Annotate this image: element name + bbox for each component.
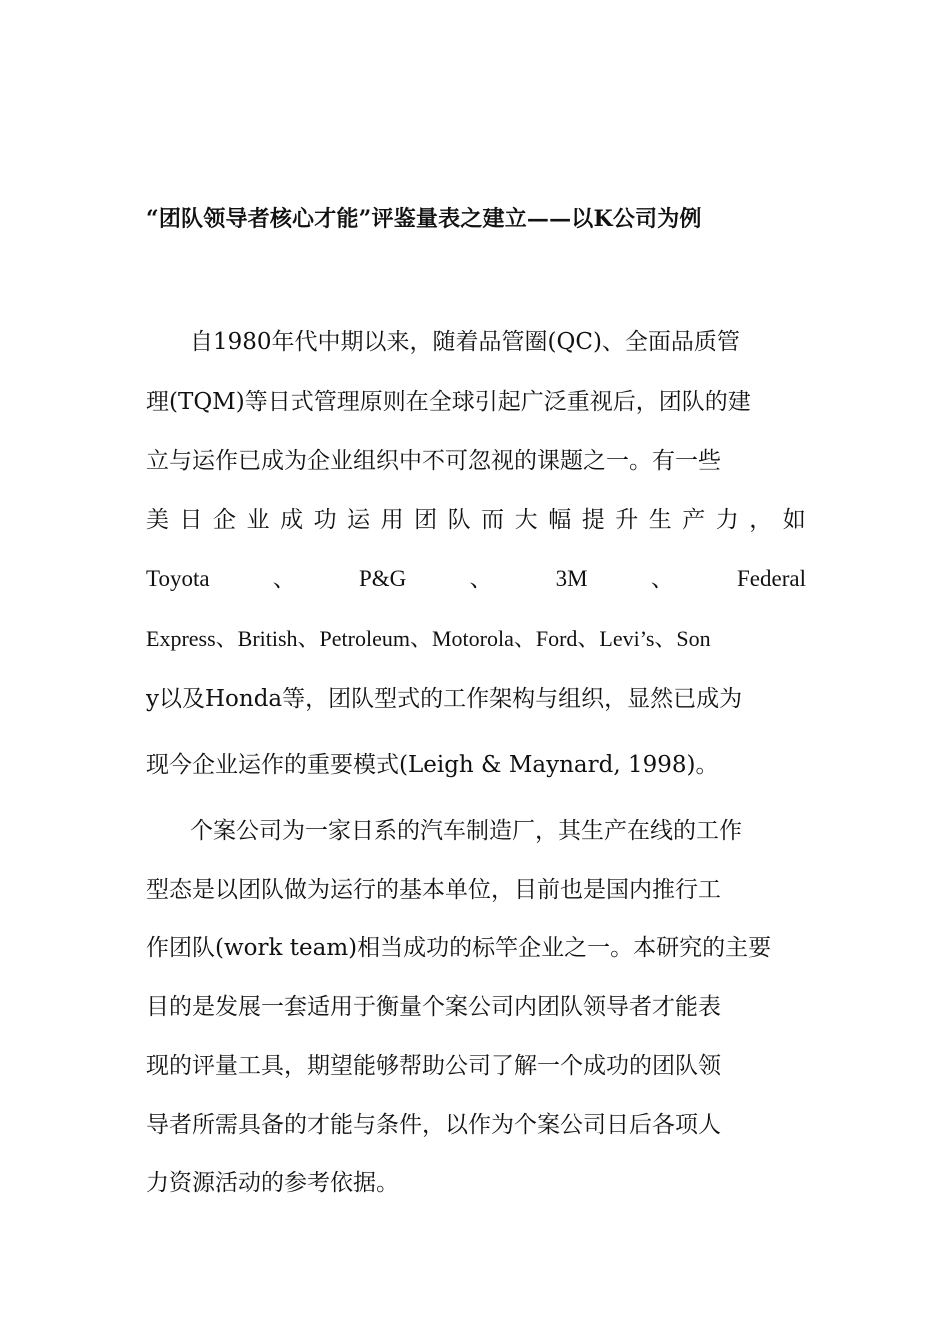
- justified-word: 日: [179, 507, 203, 533]
- justified-word: ，: [749, 507, 773, 533]
- justified-word: 力: [715, 507, 739, 533]
- justified-word: 业: [246, 507, 270, 533]
- justified-word: Federal: [737, 566, 806, 591]
- justified-word: 如: [782, 507, 806, 533]
- paragraph-line: 理(TQM)等日式管理原则在全球引起广泛重视后，团队的建: [146, 389, 751, 415]
- paragraph-line: 现的评量工具，期望能够帮助公司了解一个成功的团队领: [146, 1053, 721, 1079]
- justified-word: 产: [682, 507, 706, 533]
- paragraph-line: Express、British、Petroleum、Motorola、Ford、Levi’s、Son: [146, 626, 711, 651]
- paragraph-line: 自1980年代中期以来，随着品管圈(QC)、全面品质管: [190, 329, 740, 355]
- paragraph-line: y以及Honda等，团队型式的工作架构与组织，显然已成为: [146, 686, 743, 712]
- justified-word: 升: [615, 507, 639, 533]
- justified-word: 运: [347, 507, 371, 533]
- paragraph-line: 个案公司为一家日系的汽车制造厂，其生产在线的工作: [190, 818, 742, 844]
- document-title: “团队领导者核心才能”评鉴量表之建立——以K公司为例: [146, 206, 702, 232]
- paragraph-line: 力资源活动的参考依据。: [146, 1170, 399, 1196]
- justified-word: 幅: [548, 507, 572, 533]
- paragraph-line: 型态是以团队做为运行的基本单位，目前也是国内推行工: [146, 877, 721, 903]
- justified-word: 、: [469, 566, 493, 591]
- paragraph-line-justified: [146, 503, 806, 537]
- justified-word: P&G: [358, 566, 407, 591]
- justified-word: 3M: [555, 566, 588, 591]
- paragraph-line-justified: [146, 562, 806, 596]
- justified-word: 队: [447, 507, 471, 533]
- paragraph-line: 现今企业运作的重要模式(Leigh & Maynard, 1998)。: [146, 752, 719, 778]
- justified-word: 、: [272, 566, 296, 591]
- justified-word: 、: [650, 566, 674, 591]
- justified-word: Toyota: [146, 566, 210, 591]
- justified-word: 团: [414, 507, 438, 533]
- justified-word: 而: [481, 507, 505, 533]
- justified-word: 功: [313, 507, 337, 533]
- justified-word: 美: [146, 507, 169, 533]
- paragraph-line: 作团队(work team)相当成功的标竿企业之一。本研究的主要: [146, 935, 772, 961]
- justified-word: 提: [581, 507, 605, 533]
- justified-word: 用: [380, 507, 404, 533]
- paragraph-line: 立与运作已成为企业组织中不可忽视的课题之一。有一些: [146, 448, 721, 474]
- justified-word: 企: [213, 507, 237, 533]
- justified-word: 成: [280, 507, 304, 533]
- paragraph-line: 目的是发展一套适用于衡量个案公司内团队领导者才能表: [146, 994, 721, 1020]
- justified-word: 生: [648, 507, 672, 533]
- paragraph-line: 导者所需具备的才能与条件，以作为个案公司日后各项人: [146, 1112, 721, 1138]
- justified-word: 大: [514, 507, 538, 533]
